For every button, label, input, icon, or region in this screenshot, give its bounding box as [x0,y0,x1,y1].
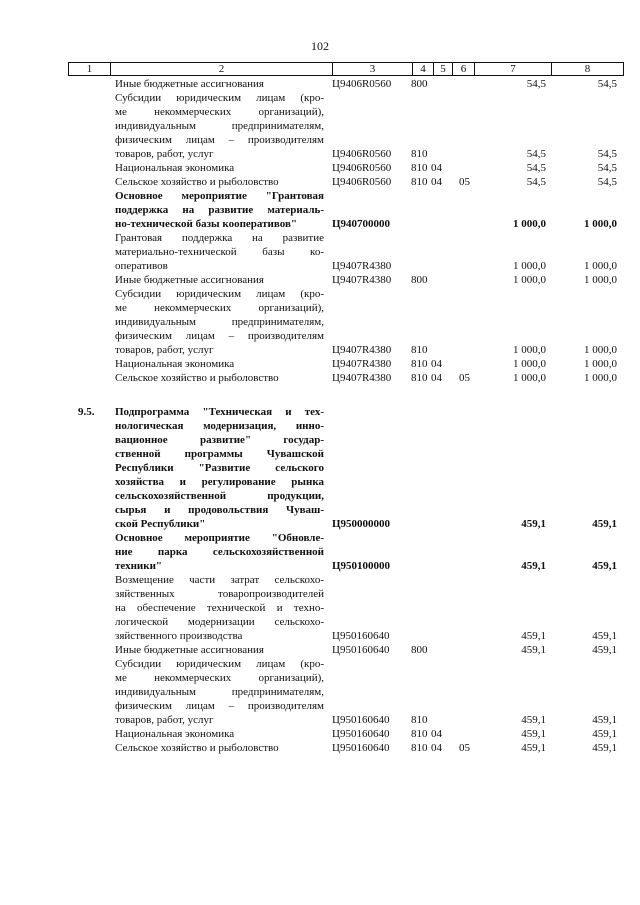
row-number [78,175,108,189]
target-article-code: Ц9406R0560 [332,148,392,160]
header-col-6: 6 [453,63,475,76]
subsection-code: 05 [459,176,470,188]
expense-type-code: 810 [411,714,428,726]
row-name-line: ме некоммерческих организаций), [115,106,324,118]
row-name-line: Грантовая поддержка на развитие [115,232,324,244]
row-number: 9.5. [78,406,95,418]
target-article-code: Ц9407R4380 [332,358,392,370]
target-article-code: Ц950160640 [332,644,390,656]
row-name-line: ме некоммерческих организаций), [115,302,324,314]
row-name-line: индивидуальным предпринимателям, [115,120,324,132]
amount-year-1: 1 000,0 [513,274,546,286]
subsection-code: 05 [459,742,470,754]
section-code: 04 [431,176,442,188]
row-number [78,287,108,301]
amount-year-1: 54,5 [526,162,546,174]
row-name-line: поддержка на развитие материаль- [115,204,324,216]
row-number [78,357,108,371]
row-number [78,371,108,385]
row-name-line: физическим лицам – производителям [115,700,324,712]
amount-year-2: 459,1 [592,518,617,530]
row-name-line: на обеспечение технической и техно- [115,602,324,614]
row-name-line: Республики "Развитие сельского [115,462,324,474]
expense-type-code: 810 [411,728,428,740]
amount-year-1: 1 000,0 [513,372,546,384]
target-article-code: Ц950100000 [332,560,391,572]
row-name [115,573,324,643]
row-name-line: Субсидии юридическим лицам (кро- [115,658,324,670]
amount-year-2: 54,5 [597,148,617,160]
row-number [78,657,108,671]
target-article-code: Ц950160640 [332,742,390,754]
row-name-line: сельскохозяйственной продукции, [115,490,324,502]
expense-type-code: 810 [411,176,428,188]
row-name-line: Субсидии юридическим лицам (кро- [115,92,324,104]
row-name [115,189,324,231]
row-name [115,741,324,755]
expense-type-code: 800 [411,274,428,286]
amount-year-1: 459,1 [521,728,546,740]
row-name [115,371,324,385]
amount-year-1: 1 000,0 [513,218,546,230]
row-name-line: Субсидии юридическим лицам (кро- [115,288,324,300]
row-name-line: Подпрограмма "Техническая и тех- [115,406,324,418]
section-code: 04 [431,358,442,370]
target-article-code: Ц950000000 [332,518,391,530]
row-name [115,727,324,741]
target-article-code: Ц950160640 [332,728,390,740]
row-name [115,273,324,287]
header-col-5: 5 [434,63,453,76]
amount-year-1: 54,5 [526,78,546,90]
target-article-code: Ц950160640 [332,630,390,642]
header-col-2: 2 [111,63,333,76]
amount-year-2: 1 000,0 [584,260,617,272]
row-name [115,287,324,357]
amount-year-1: 1 000,0 [513,260,546,272]
target-article-code: Ц9407R4380 [332,372,392,384]
row-number [78,91,108,105]
row-name-line: Национальная экономика [115,162,235,174]
row-name [115,161,324,175]
row-name [115,643,324,657]
amount-year-2: 1 000,0 [584,344,617,356]
amount-year-2: 459,1 [592,714,617,726]
amount-year-2: 54,5 [597,162,617,174]
row-name-line: товаров, работ, услуг [115,344,214,356]
amount-year-2: 459,1 [592,728,617,740]
row-name-line: вационное развитие" государ- [115,434,324,446]
row-number [78,273,108,287]
row-name-line: Национальная экономика [115,728,235,740]
amount-year-2: 459,1 [592,644,617,656]
header-col-3: 3 [333,63,413,76]
row-name-line: Национальная экономика [115,358,235,370]
target-article-code: Ц9406R0560 [332,162,392,174]
row-name-line: индивидуальным предпринимателям, [115,316,324,328]
header-col-1: 1 [69,63,111,76]
row-name [115,231,324,273]
amount-year-1: 1 000,0 [513,358,546,370]
row-number [78,161,108,175]
row-name-line: товаров, работ, услуг [115,714,214,726]
target-article-code: Ц9406R0560 [332,78,392,90]
row-name [115,357,324,371]
target-article-code: Ц9407R4380 [332,274,392,286]
expense-type-code: 810 [411,742,428,754]
target-article-code: Ц950160640 [332,714,390,726]
target-article-code: Ц9407R4380 [332,344,392,356]
row-number [78,77,108,91]
row-name-line: Сельское хозяйство и рыболовство [115,372,279,384]
header-col-8: 8 [552,63,624,76]
expense-type-code: 810 [411,162,428,174]
expense-type-code: 800 [411,78,428,90]
row-name-line: ской Республики" [115,518,206,530]
row-name-line: товаров, работ, услуг [115,148,214,160]
row-name-line: ние парка сельскохозяйственной [115,546,324,558]
amount-year-2: 1 000,0 [584,218,617,230]
row-name-line: Возмещение части затрат сельскохо- [115,574,324,586]
row-name-line: Иные бюджетные ассигнования [115,274,264,286]
amount-year-2: 459,1 [592,630,617,642]
target-article-code: Ц940700000 [332,218,391,230]
expense-type-code: 810 [411,148,428,160]
amount-year-1: 459,1 [521,560,546,572]
row-name-line: нологическая модернизация, инно- [115,420,324,432]
page-number: 102 [311,39,329,53]
amount-year-1: 459,1 [521,644,546,656]
section-code: 04 [431,162,442,174]
section-code: 04 [431,372,442,384]
row-number [78,231,108,245]
row-number [78,189,108,203]
row-number [78,727,108,741]
row-number [78,643,108,657]
section-code: 04 [431,728,442,740]
row-name-line: физическим лицам – производителям [115,330,324,342]
target-article-code: Ц9407R4380 [332,260,392,272]
row-name-line: Основное мероприятие "Обновле- [115,532,324,544]
expense-type-code: 810 [411,344,428,356]
amount-year-1: 1 000,0 [513,344,546,356]
row-name-line: техники" [115,560,163,572]
amount-year-2: 1 000,0 [584,358,617,370]
expense-type-code: 800 [411,644,428,656]
row-name-line: индивидуальным предпринимателям, [115,686,324,698]
row-name-line: Иные бюджетные ассигнования [115,78,264,90]
row-name [115,531,324,573]
expense-type-code: 810 [411,358,428,370]
amount-year-1: 459,1 [521,518,546,530]
row-name-line: зяйственных товаропроизводителей [115,588,324,600]
amount-year-2: 459,1 [592,560,617,572]
row-name [115,91,324,161]
row-name-line: сырья и продовольствия Чуваш- [115,504,324,516]
amount-year-2: 54,5 [597,176,617,188]
amount-year-1: 459,1 [521,742,546,754]
row-name [115,175,324,189]
amount-year-2: 54,5 [597,78,617,90]
row-name-line: но-технической базы кооперативов" [115,218,298,230]
row-number [78,741,108,755]
expense-type-code: 810 [411,372,428,384]
row-number [78,573,108,587]
header-col-7: 7 [475,63,552,76]
amount-year-2: 1 000,0 [584,274,617,286]
row-name-line: Основное мероприятие "Грантовая [115,190,324,202]
row-name-line: Сельское хозяйство и рыболовство [115,742,279,754]
row-name-line: ме некоммерческих организаций), [115,672,324,684]
amount-year-1: 459,1 [521,630,546,642]
amount-year-2: 459,1 [592,742,617,754]
row-name-line: хозяйства и регулирование рынка [115,476,324,488]
row-number [78,531,108,545]
row-name-line: логической модернизации сельскохо- [115,616,324,628]
row-name-line: ственной программы Чувашской [115,448,324,460]
amount-year-1: 54,5 [526,148,546,160]
amount-year-2: 1 000,0 [584,372,617,384]
amount-year-1: 459,1 [521,714,546,726]
row-name [115,405,324,531]
row-name [115,77,324,91]
row-name-line: зяйственного производства [115,630,243,642]
subsection-code: 05 [459,372,470,384]
section-code: 04 [431,742,442,754]
row-name-line: Сельское хозяйство и рыболовство [115,176,279,188]
header-col-4: 4 [413,63,434,76]
row-name-line: оперативов [115,260,168,272]
row-name [115,657,324,727]
row-name-line: физическим лицам – производителям [115,134,324,146]
row-name-line: Иные бюджетные ассигнования [115,644,264,656]
amount-year-1: 54,5 [526,176,546,188]
table-header [68,62,624,76]
row-name-line: материально-технической базы ко- [115,246,324,258]
target-article-code: Ц9406R0560 [332,176,392,188]
